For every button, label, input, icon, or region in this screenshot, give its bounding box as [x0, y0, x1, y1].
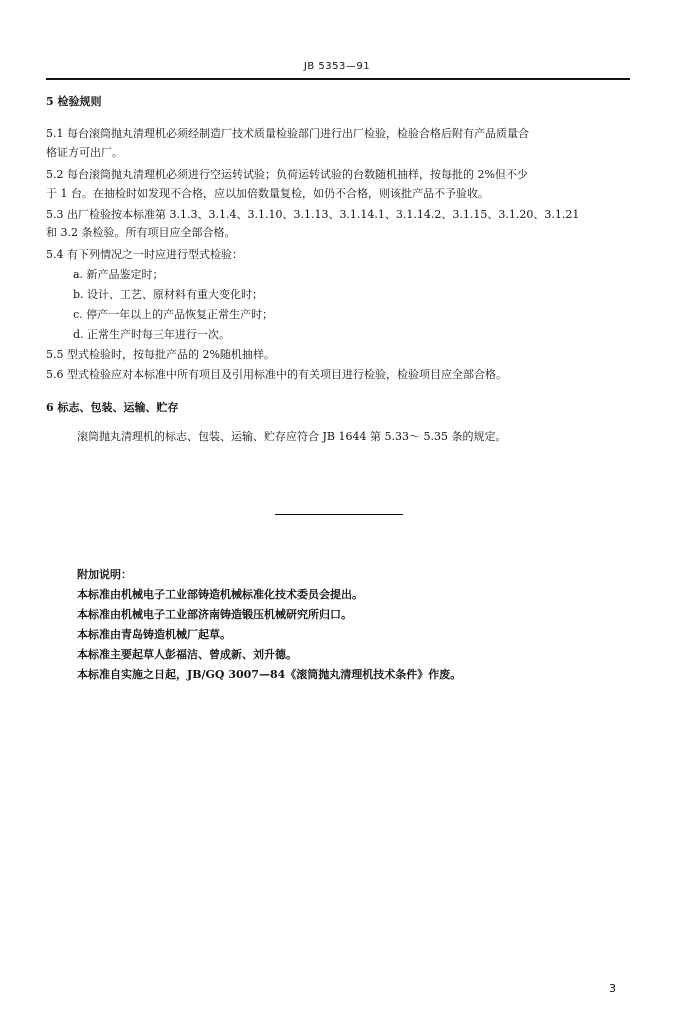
section-6-text: 滚筒抛丸清理机的标志、包装、运输、贮存应符合 JB 1644 第 5.33～ 5.35 条的规定。 — [77, 430, 507, 443]
clause-5-2-line-2: 于 1 台。在抽检时如发现不合格，应以加倍数量复检，如仍不合格，则该批产品不予验收。 — [46, 187, 489, 200]
clause-5-3-line-1: 5.3 出厂检验按本标准第 3.1.3、3.1.4、3.1.10、3.1.13、3.1.14.1、3.1.14.2、3.1.15、3.1.20、3.1.21 — [46, 208, 580, 221]
page-number: 3 — [609, 982, 616, 995]
section-6-heading: 6 标志、包装、运输、贮存 — [46, 401, 179, 414]
note-line-2: 本标准由机械电子工业部济南铸造锻压机械研究所归口。 — [77, 608, 352, 621]
header-rule — [46, 78, 630, 80]
note-line-5: 本标准自实施之日起，JB/GQ 3007—84《滚筒抛丸清理机技术条件》作废。 — [77, 668, 462, 681]
clause-5-1-line-2: 格证方可出厂。 — [46, 146, 123, 159]
clause-5-4-item-d: d. 正常生产时每三年进行一次。 — [73, 328, 231, 341]
note-line-3: 本标准由青岛铸造机械厂起草。 — [77, 628, 231, 641]
clause-5-1-line-1: 5.1 每台滚筒抛丸清理机必须经制造厂技术质量检验部门进行出厂检验，检验合格后附有产品质量合 — [46, 127, 529, 140]
end-rule — [275, 514, 403, 515]
clause-5-4-item-c: c. 停产一年以上的产品恢复正常生产时； — [73, 308, 274, 321]
note-line-1: 本标准由机械电子工业部铸造机械标准化技术委员会提出。 — [77, 588, 363, 601]
notes-title: 附加说明： — [77, 568, 132, 581]
clause-5-5: 5.5 型式检验时，按每批产品的 2%随机抽样。 — [46, 348, 275, 361]
clause-5-4-item-b: b. 设计、工艺、原材料有重大变化时； — [73, 288, 264, 301]
note-line-4: 本标准主要起草人彭福洁、曾成新、刘升德。 — [77, 648, 297, 661]
clause-5-2-line-1: 5.2 每台滚筒抛丸清理机必须进行空运转试验；负荷运转试验的台数随机抽样，按每批的 2%但不少 — [46, 168, 528, 181]
clause-5-3-line-2: 和 3.2 条检验。所有项目应全部合格。 — [46, 226, 236, 239]
clause-5-6: 5.6 型式检验应对本标准中所有项目及引用标准中的有关项目进行检验，检验项目应全部合格。 — [46, 368, 507, 381]
section-5-heading: 5 检验规则 — [46, 95, 102, 108]
clause-5-4-item-a: a. 新产品鉴定时； — [73, 268, 164, 281]
page-header-code: JB 5353—91 — [303, 61, 371, 72]
clause-5-4: 5.4 有下列情况之一时应进行型式检验： — [46, 248, 243, 261]
